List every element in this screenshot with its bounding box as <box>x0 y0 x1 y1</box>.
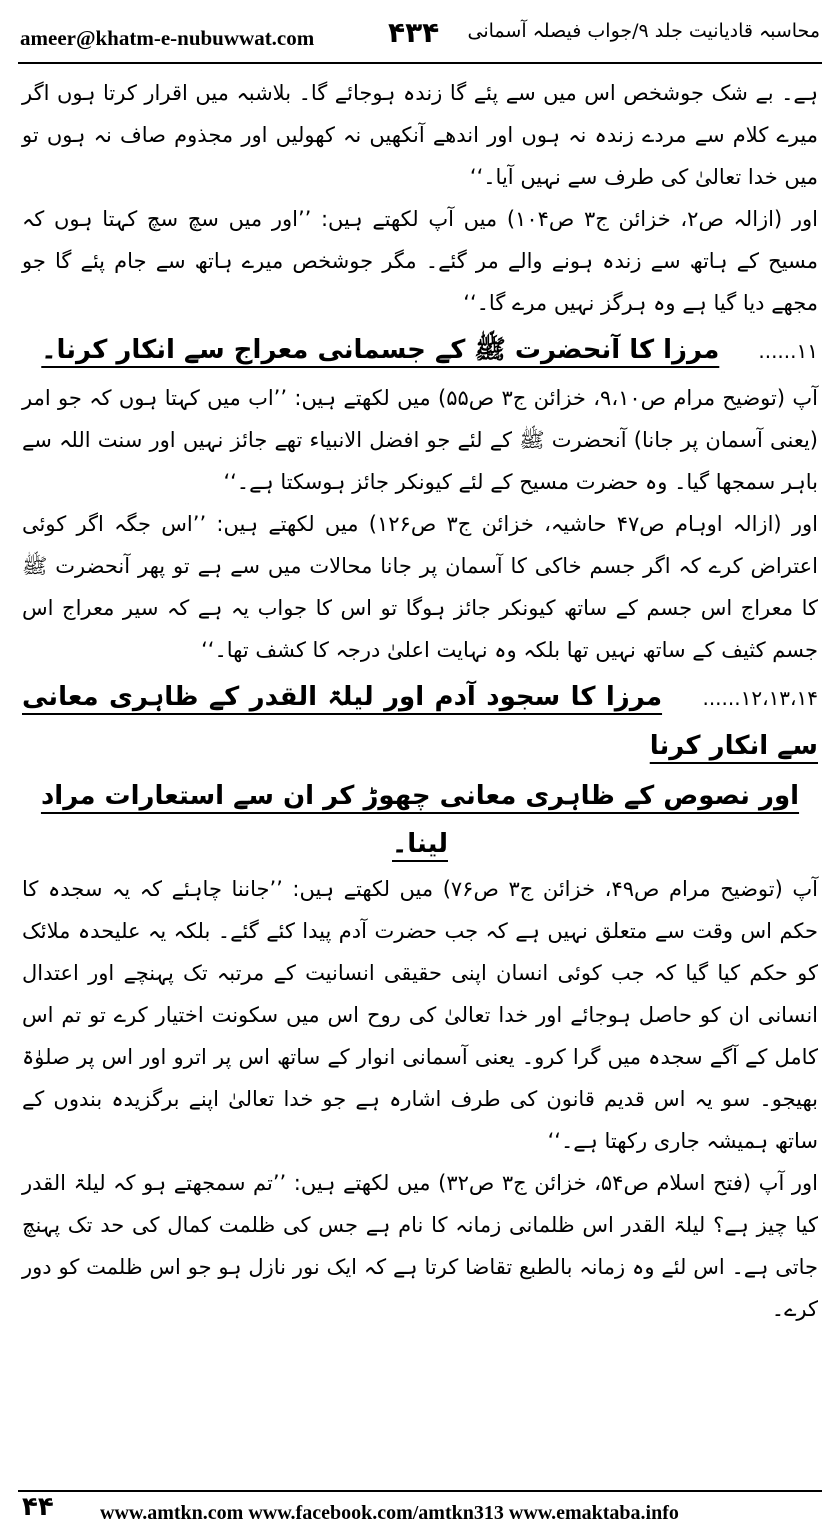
section-title: مرزا کا آنحضرت ﷺ کے جسمانی معراج سے انکار کرنا۔ <box>41 335 720 365</box>
header-page-number: ۴۳۴ <box>388 16 440 49</box>
section-number: ۱۱...... <box>758 339 818 363</box>
section-heading-12-14 <box>22 673 818 770</box>
paragraph-1: ہے۔ بے شک جوشخص اس میں سے پئے گا زندہ ہوجائے گا۔ بلاشبہ میں اقرار کرتا ہوں اگر میرے کلام سے مردے زندہ نہ ہوں اور اندھے آنکھیں نہ کھولیں اور مجذوم صاف نہ ہوں تو میں خدا تعالیٰ کی طرف سے نہیں آیا۔‘‘ <box>22 81 818 189</box>
section-title-line-2: اور نصوص کے ظاہری معانی چھوڑ کر ان سے استعارات مراد لینا۔ <box>40 781 800 859</box>
page-header <box>0 0 840 66</box>
footer-urls: www.amtkn.com www.facebook.com/amtkn313 www.emaktaba.info <box>100 1502 679 1524</box>
paragraph-5: آپ (توضیح مرام ص۴۹، خزائن ج۳ ص۷۶) میں لکھتے ہیں: ’’جاننا چاہئے کہ یہ سجدہ کا حکم اس وقت سے متعلق نہیں ہے کہ جب حضرت آدم پیدا کئے گئے۔ بلکہ یہ علیحدہ ملائک کو حکم کیا گیا کہ جب کوئی انسان اپنی حقیقی انسانیت کے مرتبہ تک پہنچے اور اعتدال انسانی ان کو حاصل ہوجائے اور خدا تعالیٰ کی روح اس میں سکونت اختیار کرے تو تم اس کامل کے آگے سجدہ میں گرا کرو۔ یعنی آسمانی انوار کے ساتھ اس پر اترو اور اس پر صلوٰۃ بھیجو۔ سو یہ اس قدیم قانون کی طرف اشارہ ہے جو خدا تعالیٰ اپنے برگزیدہ بندوں کے ساتھ ہمیشہ جاری رکھتا ہے۔‘‘ <box>22 877 818 1153</box>
section-heading-11 <box>22 326 818 375</box>
footer-rule <box>18 1490 822 1492</box>
paragraph-3: آپ (توضیح مرام ص۹،۱۰، خزائن ج۳ ص۵۵) میں لکھتے ہیں: ’’اب میں کہتا ہوں کہ جو امر (یعنی آسمان پر جانا) آنحضرت ﷺ کے لئے جو افضل الانبیاء تھے جائز نہیں اور سنت اللہ سے باہر سمجھا گیا۔ وہ حضرت مسیح کے لئے کیونکر جائز ہوسکتا ہے۔‘‘ <box>22 386 818 494</box>
page-footer <box>0 1490 840 1540</box>
paragraph-6: اور آپ (فتح اسلام ص۵۴، خزائن ج۳ ص۳۲) میں لکھتے ہیں: ’’تم سمجھتے ہو کہ لیلۃ القدر کیا چیز ہے؟ لیلۃ القدر اس ظلمانی زمانہ کا نام ہے جس کی ظلمت کمال کی حد تک پہنچ جاتی ہے۔ اس لئے وہ زمانہ بالطبع تقاضا کرتا ہے کہ ایک نور نازل ہو جو اس ظلمت کو دور کرے۔ <box>22 1171 818 1321</box>
running-title: محاسبہ قادیانیت جلد ۹/جواب فیصلہ آسمانی <box>467 20 820 42</box>
page-body <box>22 72 818 1462</box>
section-heading-12-14-continued <box>22 772 818 868</box>
paragraph-4: اور (ازالہ اوہام ص۴۷ حاشیہ، خزائن ج۳ ص۱۲۶) میں لکھتے ہیں: ’’اس جگہ اگر کوئی اعتراض کرے کہ اگر جسم خاکی کا آسمان پر جانا محالات میں سے ہے تو پھر آنحضرت ﷺ کا معراج اس جسم کے ساتھ کیونکر جائز ہوگا تو اس کا جواب یہ ہے کہ سیر معراج اس جسم کثیف کے ساتھ نہیں تھا بلکہ وہ نہایت اعلیٰ درجہ کا کشف تھا۔‘‘ <box>22 512 818 662</box>
footer-page-number: ۴۴ <box>22 1492 54 1522</box>
header-rule <box>18 62 822 64</box>
header-email: ameer@khatm-e-nubuwwat.com <box>20 26 315 50</box>
section-title: مرزا کا سجود آدم اور لیلۃ القدر کے ظاہری معانی سے انکار کرنا <box>22 682 818 761</box>
paragraph-2: اور (ازالہ ص۲، خزائن ج۳ ص۱۰۴) میں آپ لکھتے ہیں: ’’اور میں سچ سچ کہتا ہوں کہ مسیح کے ہاتھ سے زندہ ہونے والے مر گئے۔ مگر جوشخص میرے ہاتھ سے جام پئے گا جو مجھے دیا گیا ہے وہ ہرگز نہیں مرے گا۔‘‘ <box>22 207 818 315</box>
section-number: ۱۲،۱۳،۱۴...... <box>702 686 818 710</box>
